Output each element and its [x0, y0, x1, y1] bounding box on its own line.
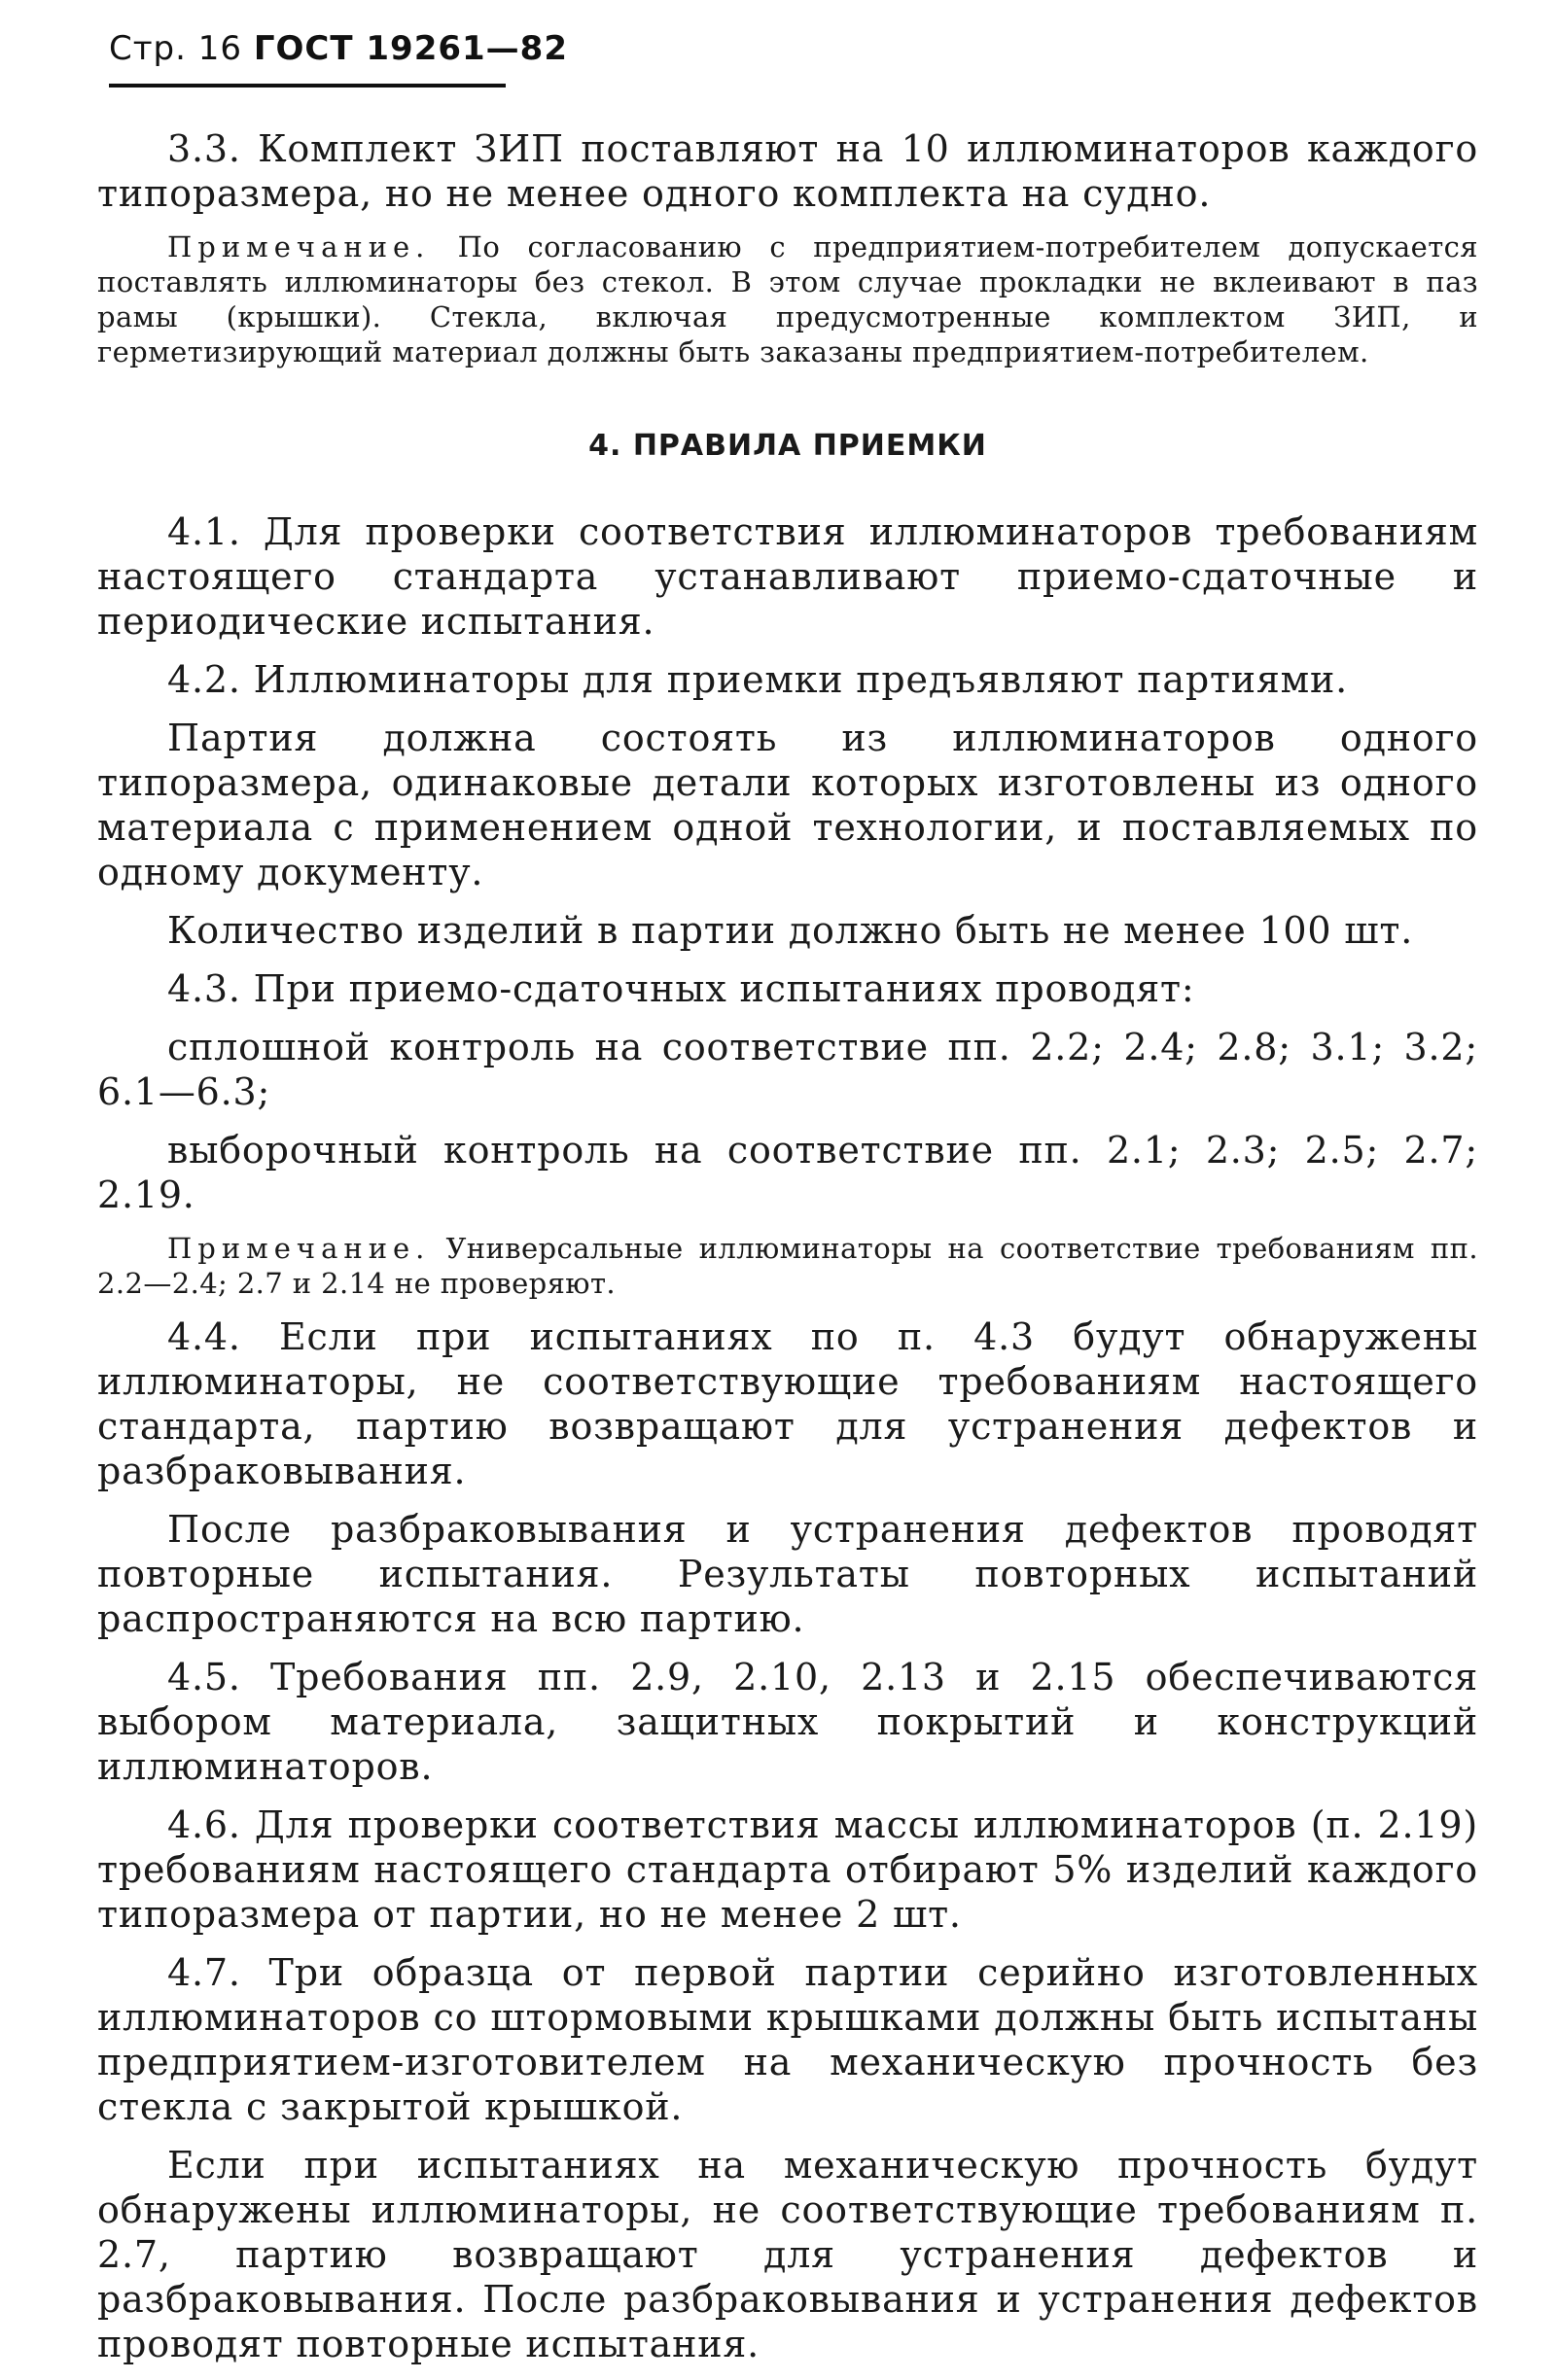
header-rule: [109, 84, 506, 88]
note-1: [97, 229, 1478, 369]
paragraph-4-4-retest: После разбраковывания и устранения дефектов проводят повторные испытания. Результаты повторных испытаний распространяются на всю партию.: [97, 1508, 1478, 1640]
paragraph-4-6: 4.6. Для проверки соответствия массы иллюминаторов (п. 2.19) требованиям настоящего стандарта отбирают 5% изделий каждого типоразмера от партии, но не менее 2 шт.: [97, 1803, 1478, 1936]
section-4-title: 4. ПРАВИЛА ПРИЕМКИ: [588, 429, 987, 463]
paragraph-4-3-full-control: сплошной контроль на соответствие пп. 2.2; 2.4; 2.8; 3.1; 3.2; 6.1—6.3;: [97, 1026, 1478, 1113]
paragraph-4-7-retest: Если при испытаниях на механическую прочность будут обнаружены иллюминаторы, не соответствующие требованиям п. 2.7, партию возвращают для устранения дефектов и разбраковывания. После разбраковывания и устранения дефектов проводят повторные испытания.: [97, 2144, 1478, 2365]
standard-number: ГОСТ 19261—82: [253, 29, 568, 68]
note-2: [97, 1231, 1478, 1301]
note-1-label: Примечание.: [167, 230, 431, 263]
page-header: [109, 29, 568, 68]
paragraph-4-2-batch: Партия должна состоять из иллюминаторов одного типоразмера, одинаковые детали которых изготовлены из одного материала с применением одной технологии, и поставляемых по одному документу.: [97, 717, 1478, 893]
paragraph-4-2-quantity: Количество изделий в партии должно быть не менее 100 шт.: [167, 909, 1414, 952]
document-body: [97, 126, 1478, 2380]
paragraph-4-7: 4.7. Три образца от первой партии серийно изготовленных иллюминаторов со штормовыми крышками должны быть испытаны предприятием-изготовителем на механическую прочность без стекла с закрытой крышкой.: [97, 1951, 1478, 2128]
note-1-text: По согласованию с предприятием-потребителем допускается поставлять иллюминаторы без стекол. В этом случае прокладки не вклеивают в паз рамы (крышки). Стекла, включая предусмотренные комплектом ЗИП, и герметизирующий материал должны быть заказаны предприятием-потребителем.: [97, 230, 1478, 368]
paragraph-4-3: 4.3. При приемо-сдаточных испытаниях проводят:: [167, 967, 1195, 1010]
paragraph-4-4: 4.4. Если при испытаниях по п. 4.3 будут обнаружены иллюминаторы, не соответствующие требованиям настоящего стандарта, партию возвращают для устранения дефектов и разбраковывания.: [97, 1315, 1478, 1492]
paragraph-4-5: 4.5. Требования пп. 2.9, 2.10, 2.13 и 2.15 обеспечиваются выбором материала, защитных покрытий и конструкций иллюминаторов.: [97, 1656, 1478, 1788]
paragraph-4-3-sample-control: выборочный контроль на соответствие пп. 2.1; 2.3; 2.5; 2.7; 2.19.: [97, 1129, 1478, 1216]
paragraph-4-2: 4.2. Иллюминаторы для приемки предъявляют партиями.: [167, 658, 1349, 701]
paragraph-4-1: 4.1. Для проверки соответствия иллюминаторов требованиям настоящего стандарта устанавливают приемо-сдаточные и периодические испытания.: [97, 510, 1478, 643]
note-2-label: Примечание.: [167, 1232, 431, 1265]
note-2-text: Универсальные иллюминаторы на соответствие требованиям пп. 2.2—2.4; 2.7 и 2.14 не проверяют.: [97, 1232, 1478, 1300]
page-label: Стр. 16: [109, 29, 243, 68]
paragraph-3-3: 3.3. Комплект ЗИП поставляют на 10 иллюминаторов каждого типоразмера, но не менее одного комплекта на судно.: [97, 127, 1478, 215]
